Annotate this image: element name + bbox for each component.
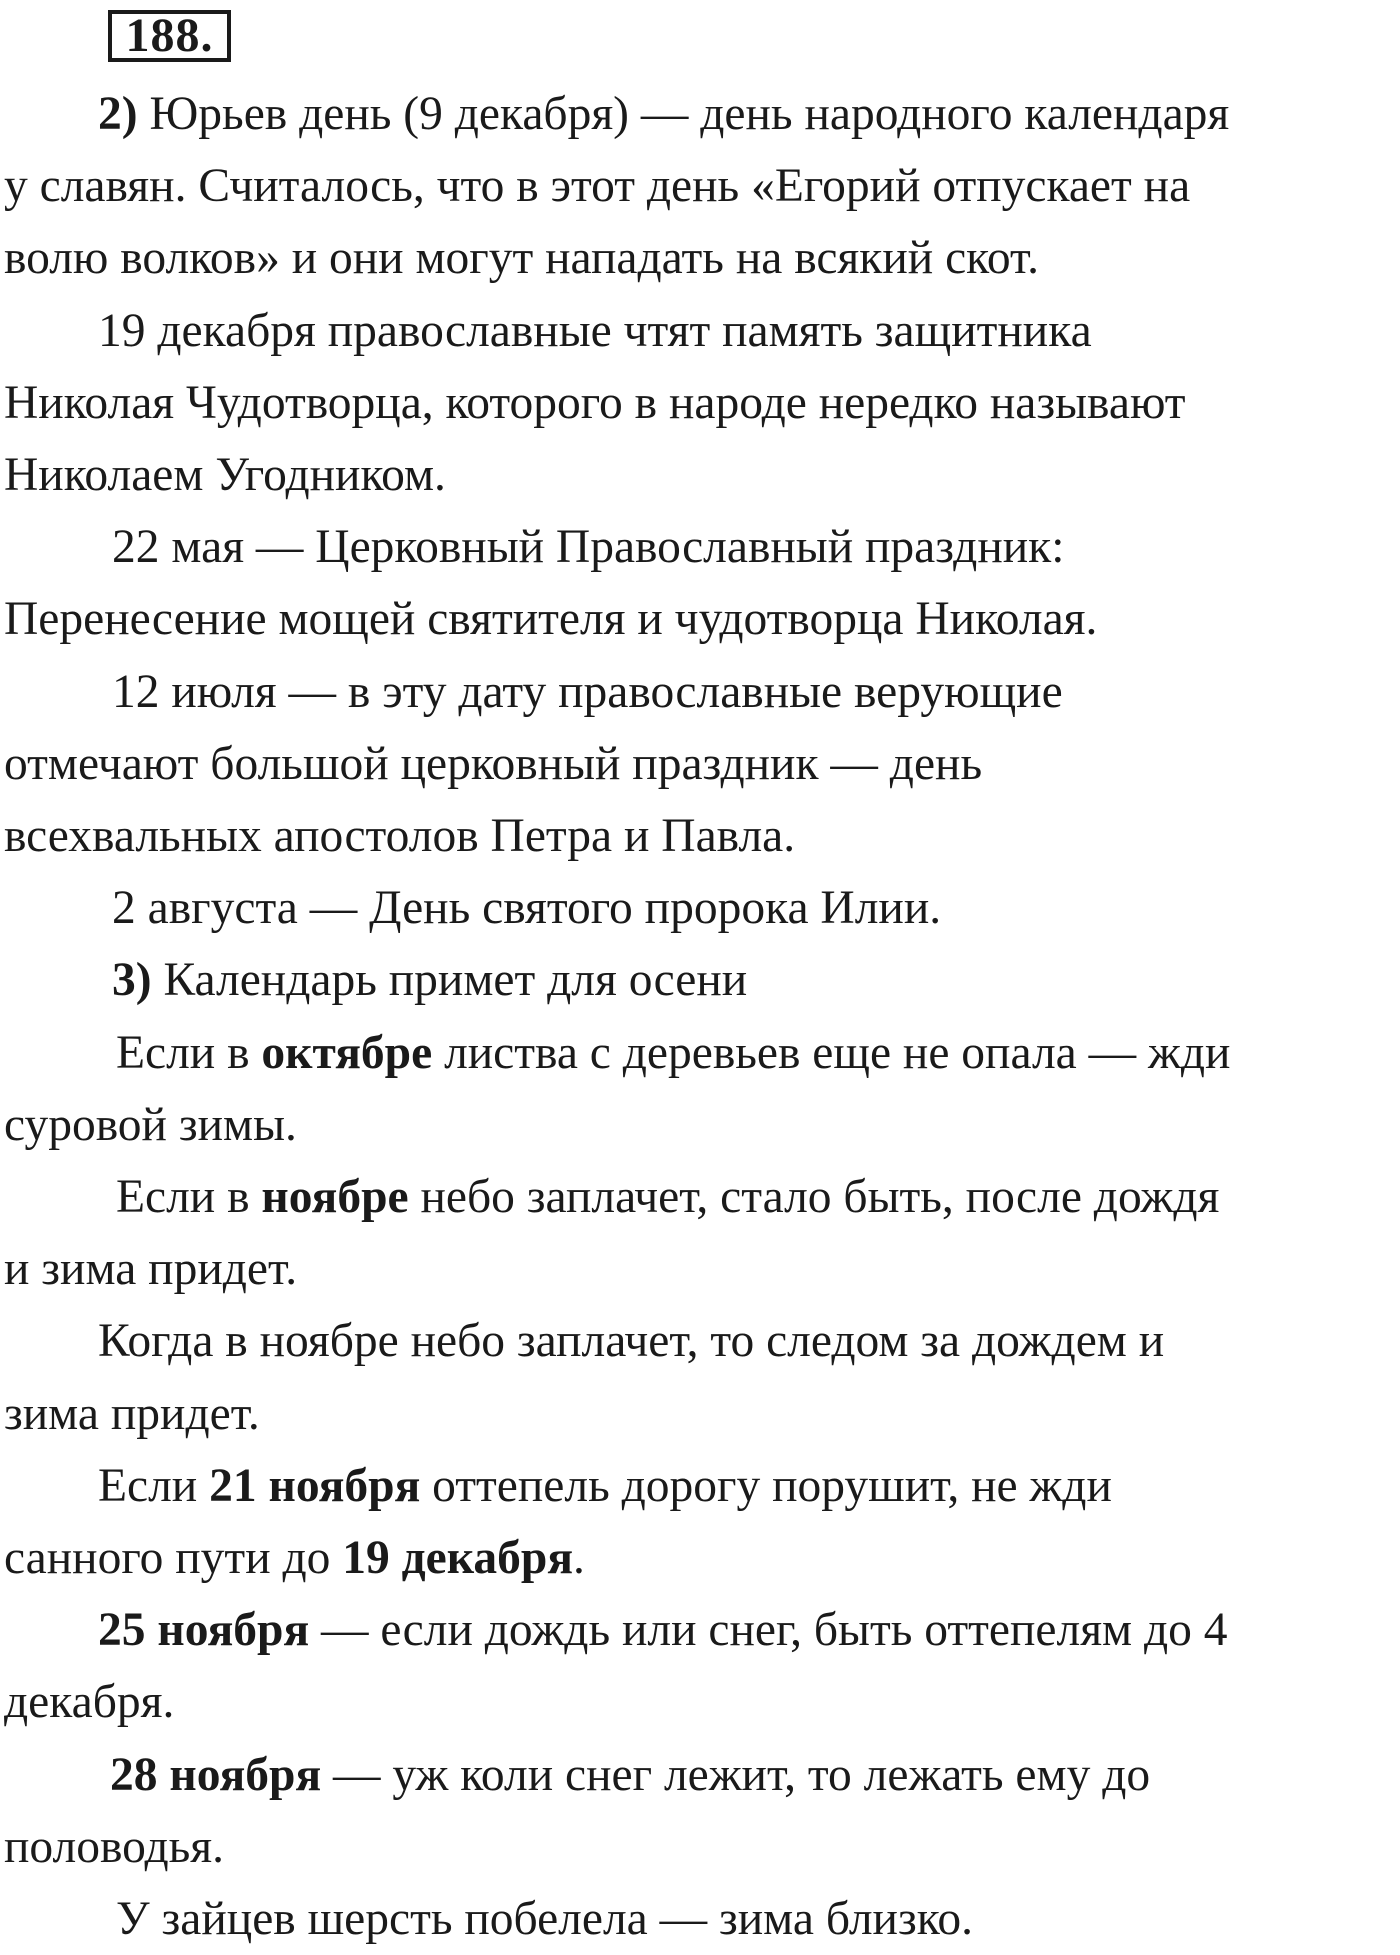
- bold-term: октябре: [261, 1026, 433, 1079]
- paragraph-line: [4, 1811, 1396, 1883]
- text-run: Перенесение мощей святителя и чудотворца Николая.: [4, 593, 1098, 646]
- text-run: Если в: [116, 1026, 262, 1079]
- paragraph-line: [4, 150, 1396, 222]
- text-run: Николаем Угодником.: [4, 449, 446, 502]
- paragraph-line: [4, 800, 1396, 872]
- text-run: 12 июля — в эту дату православные верующие: [112, 665, 1063, 718]
- paragraph-line: [4, 439, 1396, 511]
- paragraph-line: [4, 1666, 1396, 1738]
- paragraph-line: [4, 295, 1396, 367]
- text-run: зима придет.: [4, 1387, 260, 1440]
- paragraph-line: [4, 1594, 1396, 1666]
- bold-term: ноябре: [261, 1171, 409, 1224]
- text-run: отмечают большой церковный праздник — день: [4, 737, 983, 790]
- paragraph-line: [4, 1161, 1396, 1233]
- text-run: оттепель дорогу порушит, не жди: [420, 1459, 1112, 1512]
- text-run: Юрьев день (9 декабря) — день народного календаря: [149, 88, 1230, 140]
- text-run: 22 мая — Церковный Православный праздник:: [112, 521, 1065, 574]
- text-run: санного пути до: [4, 1532, 343, 1585]
- exercise-number: 188.: [108, 10, 231, 62]
- bold-term: 19 декабря: [342, 1532, 574, 1585]
- paragraph-line: [4, 1017, 1396, 1089]
- paragraph-line: [4, 1378, 1396, 1450]
- text-run: Николая Чудотворца, которого в народе нередко называют: [4, 376, 1186, 429]
- text-run: всехвальных апостолов Петра и Павла.: [4, 810, 796, 863]
- paragraph-line: [4, 1739, 1396, 1811]
- bold-term: 25 ноября: [98, 1604, 310, 1657]
- text-run: У зайцев шерсть побелела — зима близко.: [116, 1893, 974, 1946]
- paragraph-line: [4, 872, 1396, 944]
- paragraph-line: [4, 222, 1396, 294]
- paragraph-line: [4, 1450, 1396, 1522]
- text-run: суровой зимы.: [4, 1098, 297, 1151]
- text-run: волю волков» и они могут нападать на всякий скот.: [4, 232, 1040, 285]
- paragraph-line: [4, 511, 1396, 583]
- text-run: Календарь примет для осени: [163, 954, 748, 1007]
- text-run: — если дождь или снег, быть оттепелям до 4: [309, 1604, 1228, 1657]
- paragraph-line: [4, 583, 1396, 655]
- item-marker: 2): [98, 88, 150, 140]
- exercise-text: [4, 78, 1396, 1955]
- text-run: небо заплачет, стало быть, после дождя: [408, 1171, 1220, 1224]
- text-run: половодья.: [4, 1820, 225, 1873]
- paragraph-line: [4, 1305, 1396, 1377]
- bold-term: 28 ноября: [110, 1748, 322, 1801]
- paragraph-line: [4, 1233, 1396, 1305]
- bold-term: 21 ноября: [209, 1459, 421, 1512]
- text-run: 2 августа — День святого пророка Илии.: [112, 882, 942, 935]
- paragraph-line: [4, 78, 1396, 150]
- text-run: .: [573, 1532, 585, 1585]
- item-marker: 3): [112, 954, 164, 1007]
- text-run: листва с деревьев еще не опала — жди: [432, 1026, 1231, 1079]
- paragraph-line: [4, 656, 1396, 728]
- paragraph-line: [4, 367, 1396, 439]
- paragraph-line: [4, 944, 1396, 1016]
- paragraph-line: [4, 1883, 1396, 1955]
- text-run: Если в: [116, 1171, 262, 1224]
- paragraph-line: [4, 728, 1396, 800]
- text-run: Если: [98, 1459, 210, 1512]
- text-run: у славян. Считалось, что в этот день «Егорий отпускает на: [4, 160, 1191, 213]
- paragraph-line: [4, 1522, 1396, 1594]
- text-run: декабря.: [4, 1676, 175, 1729]
- text-run: Когда в ноябре небо заплачет, то следом за дождем и: [98, 1315, 1165, 1368]
- paragraph-line: [4, 1089, 1396, 1161]
- text-run: 19 декабря православные чтят память защитника: [98, 304, 1092, 357]
- text-run: — уж коли снег лежит, то лежать ему до: [321, 1748, 1151, 1801]
- text-run: и зима придет.: [4, 1243, 298, 1296]
